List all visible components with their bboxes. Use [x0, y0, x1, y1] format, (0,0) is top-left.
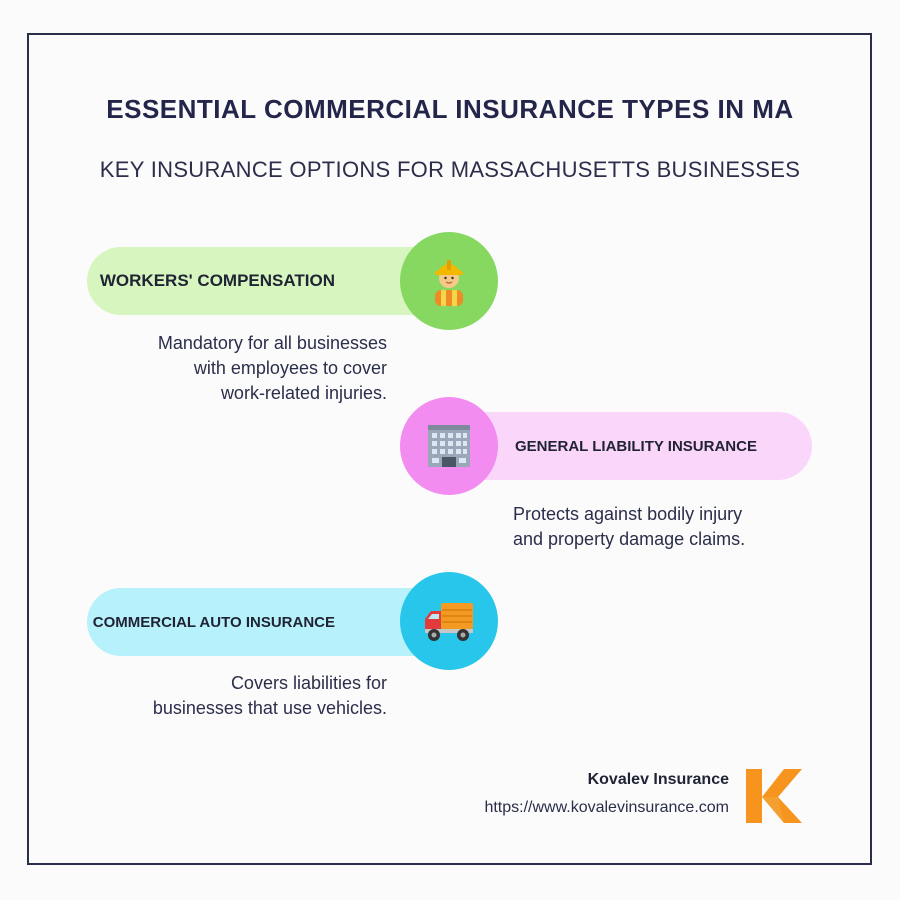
company-url: https://www.kovalevinsurance.com [484, 799, 729, 816]
commercial-auto-description [87, 671, 387, 721]
kovalev-logo [744, 767, 804, 830]
description-line: businesses that use vehicles. [152, 698, 387, 718]
description-line: with employees to cover [193, 358, 387, 378]
description-line: Protects against bodily injury [513, 504, 743, 524]
workers-compensation-circle [400, 232, 498, 330]
company-name: Kovalev Insurance [587, 771, 729, 788]
workers-compensation-pill [87, 247, 447, 315]
description-line: Mandatory for all businesses [157, 333, 387, 353]
delivery-truck-icon [423, 599, 475, 643]
general-liability-circle [400, 397, 498, 495]
commercial-auto-label: COMMERCIAL AUTO INSURANCE [92, 613, 335, 631]
office-building-icon [426, 423, 472, 469]
general-liability-description [513, 502, 813, 552]
workers-compensation-description [87, 331, 387, 406]
commercial-auto-pill [87, 588, 447, 656]
general-liability-label: GENERAL LIABILITY INSURANCE [515, 437, 757, 455]
description-line: work-related injuries. [220, 383, 387, 403]
commercial-auto-circle [400, 572, 498, 670]
description-line: and property damage claims. [513, 529, 746, 549]
description-line: Covers liabilities for [230, 673, 387, 693]
workers-compensation-label: WORKERS' COMPENSATION [99, 271, 335, 290]
page-subtitle: KEY INSURANCE OPTIONS FOR MASSACHUSETTS BUSINESSES [99, 157, 801, 182]
page-title: ESSENTIAL COMMERCIAL INSURANCE TYPES IN MA [106, 94, 794, 124]
construction-worker-icon [427, 256, 471, 306]
